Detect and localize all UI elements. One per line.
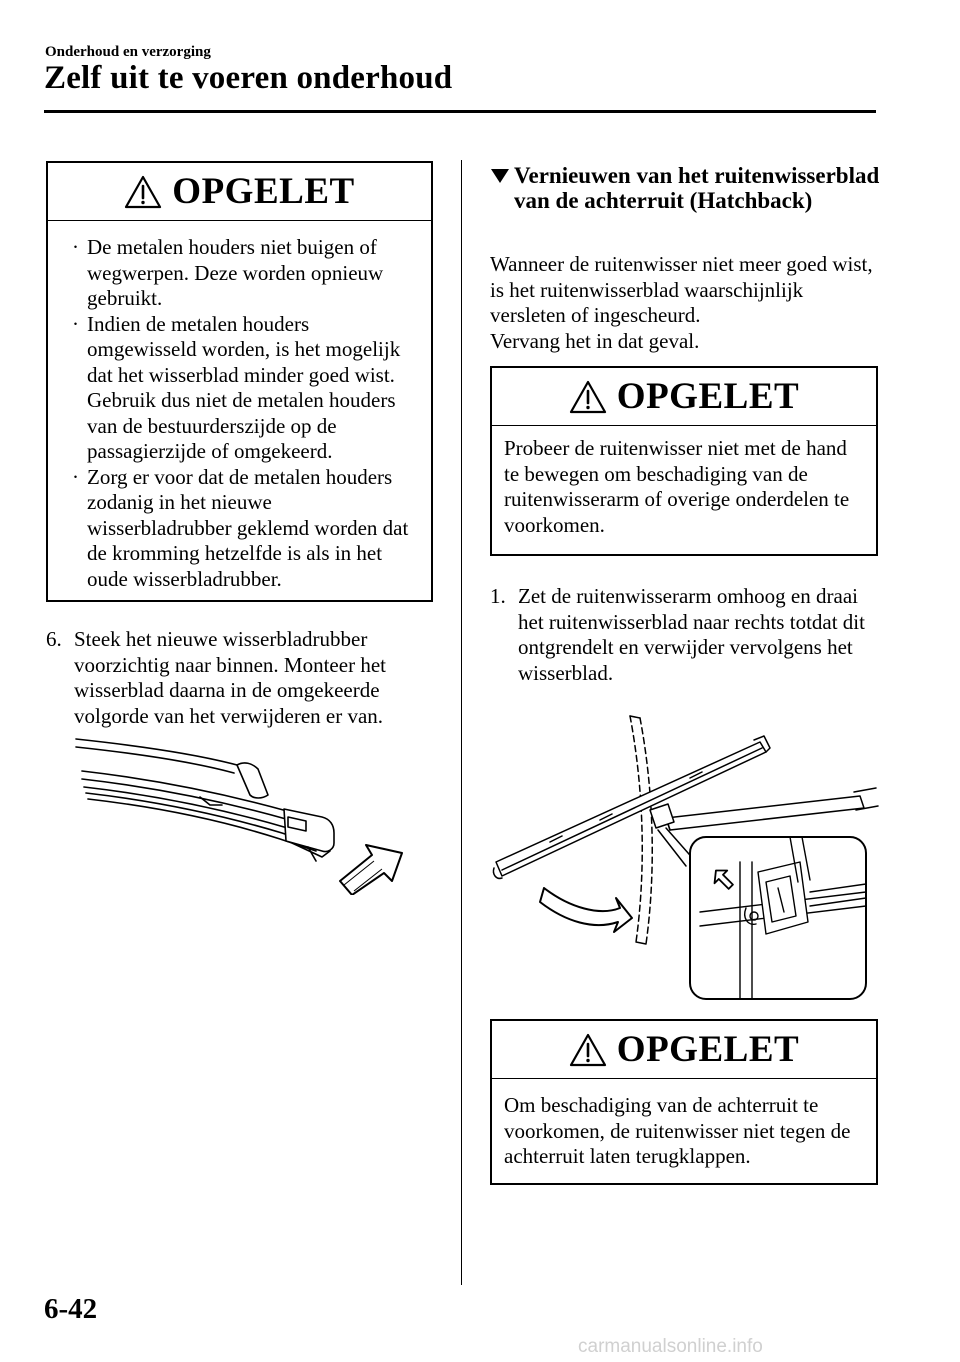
step-number: 1. [490, 584, 506, 608]
section-subheading: Vernieuwen van het ruitenwisserblad van de achterruit (Hatchback) [490, 163, 880, 213]
caution-body: Probeer de ruitenwisser niet met de hand te bewegen om beschadiging van de ruitenwisserarm of overige onderdelen te voorkomen. [504, 436, 850, 537]
step-list-right [490, 584, 878, 686]
caution-list [60, 235, 419, 592]
caution-heading: OPGELET [616, 1029, 800, 1070]
step-list-left [46, 627, 431, 729]
caution-box-right-2 [490, 1019, 878, 1185]
caution-header [492, 368, 876, 426]
caution-box-right-1 [490, 366, 878, 556]
page-title: Zelf uit te voeren onderhoud [44, 60, 453, 96]
page-number: 6-42 [44, 1293, 98, 1325]
step-number: 6. [46, 627, 62, 651]
rear-wiper-removal-illustration [490, 712, 880, 1002]
caution-item: · Zorg er voor dat de metalen houders zodanig in het nieuwe wisserbladrubber geklemd worden dat de kromming hetzelfde is als in het oude wisserbladrubber. [72, 464, 409, 591]
step-item [490, 584, 878, 686]
warning-triangle-icon [569, 1033, 607, 1067]
warning-triangle-icon [569, 380, 607, 414]
caution-item: · Indien de metalen houders omgewisseld worden, is het mogelijk dat het wisserblad minder goed wist. Gebruik dus niet de metalen houders van de bestuurderszijde op de passagierzijde of omgekeerd. [72, 311, 401, 463]
warning-triangle-icon [124, 175, 162, 209]
caution-item: · De metalen houders niet buigen of wegwerpen. Deze worden opnieuw gebruikt. [72, 235, 384, 310]
section-marker-icon [490, 168, 510, 184]
title-rule [44, 110, 876, 113]
intro-text-1: Wanneer de ruitenwisser niet meer goed wist, is het ruitenwisserblad waarschijnlijk versleten of ingescheurd. [490, 252, 873, 327]
watermark: carmanualsonline.info [578, 1336, 763, 1357]
intro-text-2: Vervang het in dat geval. [490, 328, 700, 353]
caution-header [48, 163, 431, 221]
wiper-blade-insertion-illustration [72, 735, 412, 895]
caution-header [492, 1021, 876, 1079]
intro-paragraph [490, 252, 880, 354]
step-text: Zet de ruitenwisserarm omhoog en draai het ruitenwisserblad naar rechts totdat dit ontgrendelt en verwijder vervolgens het wisserblad. [518, 584, 865, 685]
caution-body: Om beschadiging van de achterruit te voorkomen, de ruitenwisser niet tegen de achterruit laten terugklappen. [504, 1093, 851, 1168]
caution-box-left [46, 161, 433, 602]
step-item [46, 627, 431, 729]
section-label: Onderhoud en verzorging [45, 44, 211, 60]
column-divider [461, 160, 462, 1285]
caution-heading: OPGELET [172, 171, 355, 212]
caution-body [48, 221, 431, 600]
step-text: Steek het nieuwe wisserbladrubber voorzichtig naar binnen. Monteer het wisserblad daarna in de omgekeerde volgorde van het verwijderen er van. [74, 627, 386, 728]
caution-heading: OPGELET [616, 376, 800, 417]
